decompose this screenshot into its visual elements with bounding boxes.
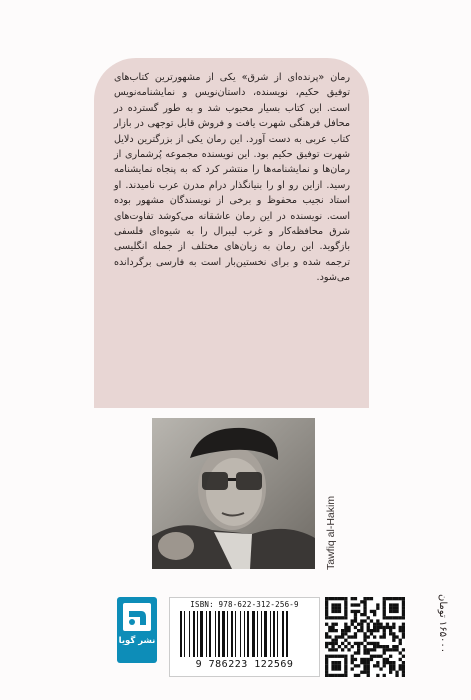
barcode-digits: 9 786223 122569 xyxy=(195,659,294,670)
logo-mark-icon xyxy=(117,597,157,637)
publisher-logo xyxy=(117,597,157,663)
author-name-vertical xyxy=(325,420,339,570)
barcode-bars xyxy=(178,611,311,659)
isbn-label: ISBN: 978-622-312-256-9 xyxy=(190,600,299,609)
isbn-barcode xyxy=(169,597,320,677)
publisher-name: نشر گویا xyxy=(118,636,156,646)
blurb-text: رمان «پرنده‌ای از شرق» یکی از مشهورترین کتاب‌های توفیق حکیم، نویسنده، داستان‌نویس و نمایشنامه‌نویس است. این کتاب بسیار محبوب شد و به طور گسترده در محافل فرهنگی شهرت یافت و فروش قابل توجهی در بازار کتاب عربی به دست آورد. این رمان یکی از بزرگترین دلایل شهرت توفیق حکیم بود. این نویسنده مجموعه پُرشماری از رمان‌ها و نمایشنامه‌ها را منتشر کرد که به پنجاه نمایشنامه رسید. ازاین رو او را بنیانگذار درام مدرن عرب نامیدند. او استاد نجیب محفوظ و برخی از نویسندگان مشهور بوده است. نویسنده در این رمان عاشقانه می‌کوشد تفاوت‌های شرق محافظه‌کار و غرب لیبرال را به شیوه‌ای فلسفی بازگوید. این رمان به زبان‌های مختلف از جمله انگلیسی ترجمه شده و برای نخستین‌بار است به فارسی برگردانده می‌شود. xyxy=(114,72,350,284)
author-photo xyxy=(152,418,315,569)
qr-code xyxy=(325,597,405,677)
price-vertical xyxy=(436,594,450,684)
price-label: ۱۶۵۰۰۰ تومان xyxy=(437,594,448,654)
author-name: Tawfiq al-Hakim xyxy=(325,495,337,570)
